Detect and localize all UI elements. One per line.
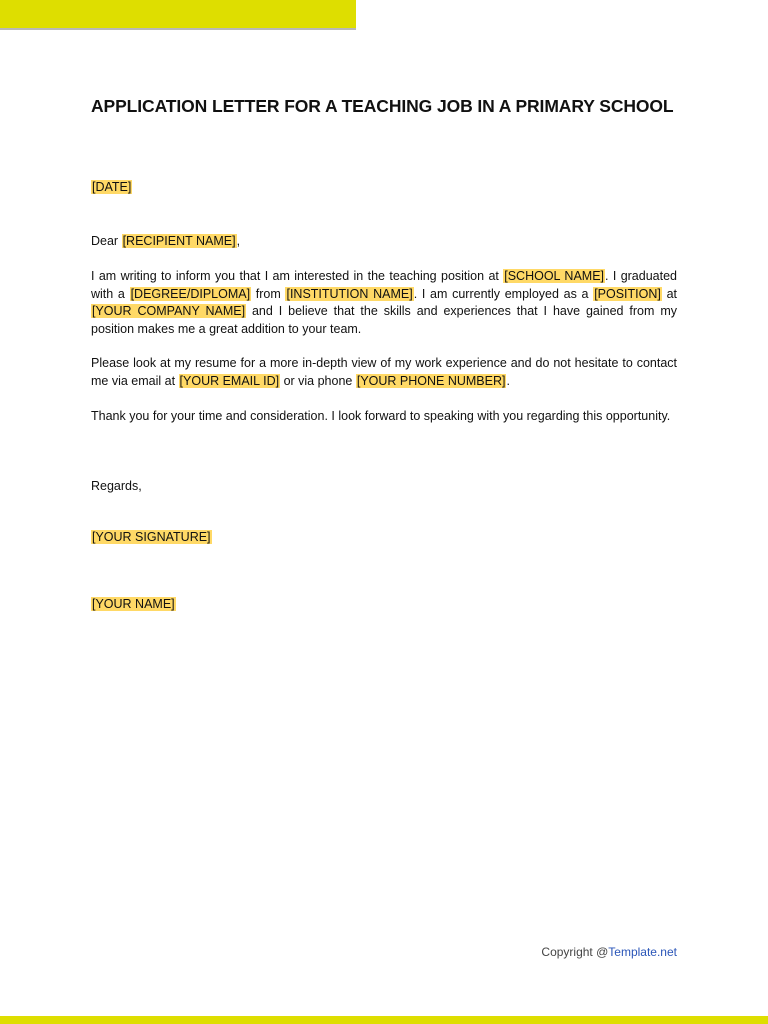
position-placeholder: [POSITION] — [594, 286, 661, 301]
paragraph-intro-text-6: and I believe that the skills and experiences that I have gained from my position makes me a great addition to your team. — [91, 304, 677, 336]
greeting-line — [91, 233, 240, 251]
company-name-placeholder: [YOUR COMPANY NAME] — [92, 304, 246, 318]
name-line — [91, 596, 176, 614]
date-placeholder: [DATE] — [92, 180, 132, 194]
paragraph-intro-text-2: . I graduated with a — [91, 269, 677, 301]
template-net-link[interactable]: Template.net — [608, 945, 677, 959]
date-line — [91, 179, 132, 197]
footer-accent-bar — [0, 1016, 768, 1024]
degree-placeholder: [DEGREE/DIPLOMA] — [130, 286, 251, 301]
your-name-placeholder: [YOUR NAME] — [92, 597, 175, 611]
signature-placeholder: [YOUR SIGNATURE] — [92, 530, 211, 544]
copyright-prefix: Copyright @ — [541, 945, 609, 959]
greeting-prefix: Dear — [91, 234, 122, 248]
paragraph-contact-text-2: or via phone — [280, 373, 356, 388]
signature-line — [91, 529, 212, 547]
closing-line: Regards, — [91, 479, 142, 493]
copyright-footer — [541, 945, 677, 959]
letter-title: APPLICATION LETTER FOR A TEACHING JOB IN A PRIMARY SCHOOL — [91, 96, 674, 116]
phone-number-placeholder: [YOUR PHONE NUMBER] — [356, 373, 506, 388]
email-placeholder: [YOUR EMAIL ID] — [179, 373, 280, 388]
paragraph-contact-text-3: . — [506, 373, 510, 388]
paragraph-intro-text-5: at — [661, 286, 677, 301]
school-name-placeholder: [SCHOOL NAME] — [504, 269, 605, 283]
paragraph-intro-text-1: I am writing to inform you that I am interested in the teaching position at — [91, 269, 504, 283]
paragraph-intro-text-3: from — [251, 286, 286, 301]
paragraph-thanks: Thank you for your time and consideration. I look forward to speaking with you regarding this opportunity. — [91, 409, 671, 423]
paragraph-contact — [91, 355, 677, 390]
paragraph-intro-text-4: . I am currently employed as a — [413, 286, 594, 301]
recipient-name-placeholder: [RECIPIENT NAME] — [122, 234, 236, 248]
header-accent-bar — [0, 0, 356, 28]
greeting-suffix: , — [236, 234, 241, 248]
institution-name-placeholder: [INSTITUTION NAME] — [286, 286, 413, 301]
paragraph-contact-text-1: Please look at my resume for a more in-depth view of my work experience and do not hesitate to contact me via email at — [91, 356, 677, 388]
header-accent-bar-shadow — [0, 28, 356, 30]
paragraph-intro — [91, 268, 677, 338]
